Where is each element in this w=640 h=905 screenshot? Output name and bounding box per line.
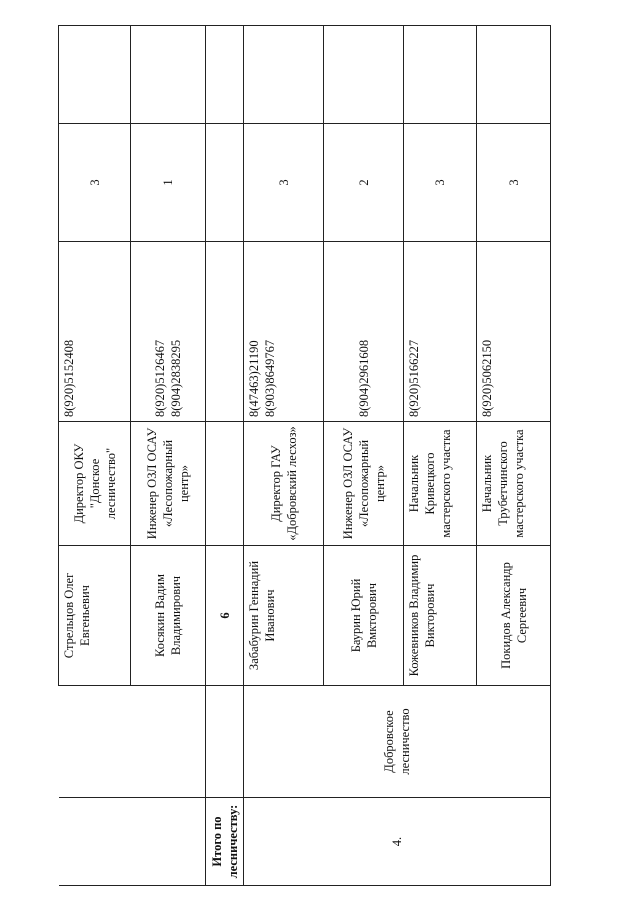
position-cell: Директор ГАУ «Добровский лесхоз»: [244, 422, 324, 546]
empty-cell: [206, 26, 244, 124]
forestry-cell: [59, 686, 206, 798]
position-cell: Инженер ОЗЛ ОСАУ «Лесопожарный центр»: [324, 422, 404, 546]
last-cell: [404, 26, 477, 124]
total-row: [206, 26, 244, 886]
phone-number: 8(920)5062150: [480, 339, 494, 417]
count-cell: 1: [131, 124, 206, 242]
name-cell: Косякин Вадим Владимирович: [131, 546, 206, 686]
row-number-cell: [59, 798, 206, 886]
name-cell: Баурин Юрий Вмкторович: [324, 546, 404, 686]
phone-number: 8(903)8649767: [263, 339, 277, 417]
total-value: 6: [206, 546, 244, 686]
table-row: [59, 26, 131, 886]
table-row: [244, 26, 324, 886]
count-cell: 3: [404, 124, 477, 242]
phone-cell: [244, 242, 324, 422]
name-cell: Покидов Александр Сергеевич: [477, 546, 551, 686]
name-cell: Забабурин Геннадий Иванович: [244, 546, 324, 686]
rotated-table-frame: [58, 26, 550, 886]
empty-cell: [206, 422, 244, 546]
total-label: Итого по лесничеству:: [206, 798, 244, 886]
position-cell: Директор ОКУ "Донское лесничество": [59, 422, 131, 546]
last-cell: [324, 26, 404, 124]
empty-cell: [206, 242, 244, 422]
phone-number: 8(904)2961608: [356, 339, 371, 417]
count-cell: 2: [324, 124, 404, 242]
forestry-contacts-table: [58, 25, 551, 886]
phone-number: 8(904)2838295: [169, 339, 183, 417]
count-cell: 3: [477, 124, 551, 242]
forestry-cell: Добровское лесничество: [244, 686, 551, 798]
name-cell: Стрельцов Олег Евгеньевич: [59, 546, 131, 686]
last-cell: [59, 26, 131, 124]
phone-number: 8(920)5152408: [62, 339, 76, 417]
count-cell: 3: [59, 124, 131, 242]
last-cell: [477, 26, 551, 124]
phone-cell: [477, 242, 551, 422]
position-cell: Начальник Кривецкого мастерского участка: [404, 422, 477, 546]
position-cell: Начальник Трубетчинского мастерского участка: [477, 422, 551, 546]
count-cell: 3: [244, 124, 324, 242]
row-number-cell: 4.: [244, 798, 551, 886]
phone-number: 8(920)5126467: [153, 339, 167, 417]
phone-cell: [404, 242, 477, 422]
position-cell: Инженер ОЗЛ ОСАУ «Лесопожарный центр»: [131, 422, 206, 546]
last-cell: [244, 26, 324, 124]
phone-cell: [324, 242, 404, 422]
empty-cell: [206, 124, 244, 242]
phone-cell: [131, 242, 206, 422]
phone-number: 8(47463)21190: [247, 340, 261, 417]
last-cell: [131, 26, 206, 124]
phone-number: 8(920)5166227: [407, 339, 421, 417]
phone-cell: [59, 242, 131, 422]
empty-cell: [206, 686, 244, 798]
name-cell: Кожевников Владимир Викторович: [404, 546, 477, 686]
